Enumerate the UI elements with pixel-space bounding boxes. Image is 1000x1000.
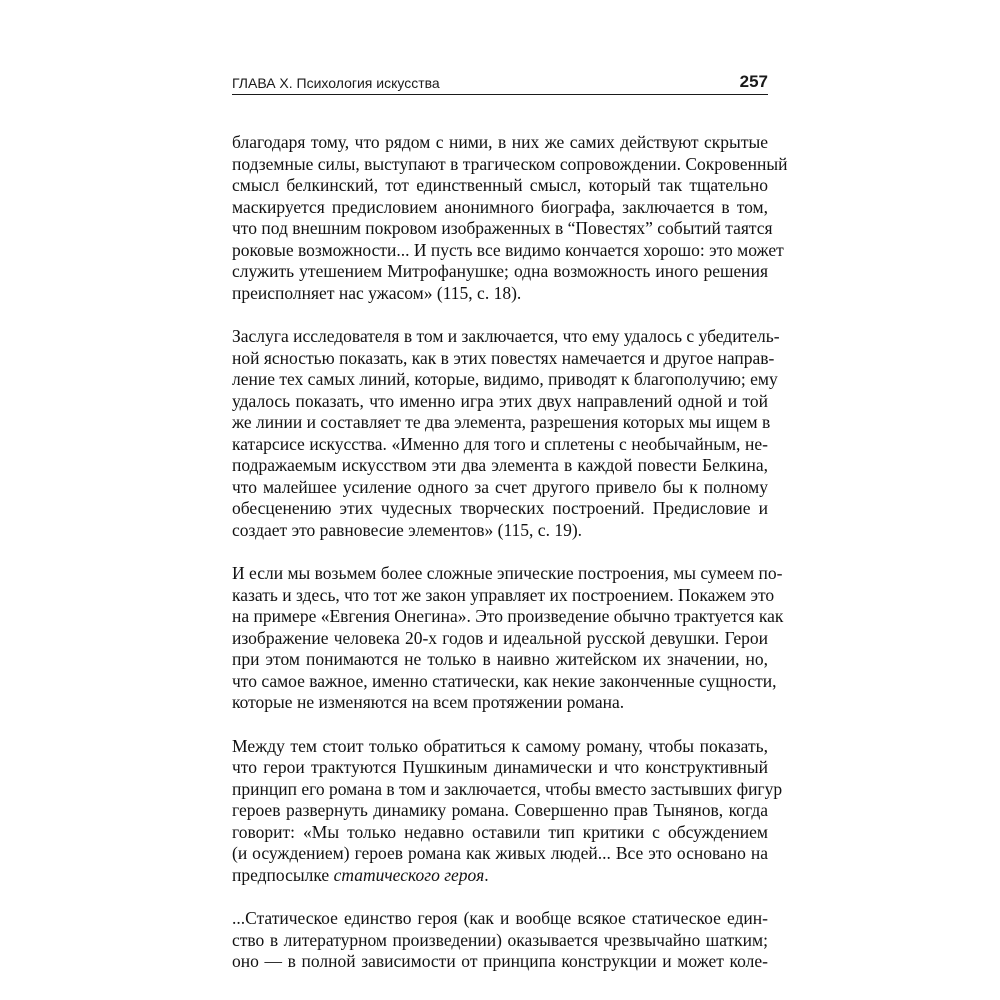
text-line: подражаемым искусством эти два элемента в каждой повести Белкина, <box>232 455 768 475</box>
paragraph-3 <box>232 563 784 714</box>
text-line: что под внешним покровом изображенных в “Повестях” событий таятся <box>232 218 773 238</box>
text-line: преисполняет нас ужасом» (115, с. 18). <box>232 282 522 303</box>
paragraph-1 <box>232 132 788 304</box>
paragraph-4 <box>232 735 783 887</box>
text-fragment: предпосылке <box>232 864 334 885</box>
text-line: создает это равновесие элементов» (115, с. 19). <box>232 519 583 540</box>
text-line: казать и здесь, что тот же закон управляет их построением. Покажем это <box>232 584 775 605</box>
text-line: удалось показать, что именно игра этих двух направлений одной и той <box>232 390 768 411</box>
text-line: оно — в полной зависимости от принципа конструкции и может коле- <box>232 951 768 971</box>
text-line: ление тех самых линий, которые, видимо, приводят к благополучию; ему <box>232 369 778 389</box>
page-number: 257 <box>739 72 768 91</box>
text-line: же линии и составляет те два элемента, разрешения которых мы ищем в <box>232 412 771 432</box>
text-line: И если мы возьмем более сложные эпические построения, мы сумеем по- <box>232 563 783 583</box>
text-line: благодаря тому, что рядом с ними, в них же самих действуют скрытые <box>232 132 768 152</box>
text-line: что самое важное, именно статически, как некие законченные сущности, <box>232 670 777 691</box>
text-line: подземные силы, выступают в трагическом сопровождении. Сокровенный <box>232 153 788 174</box>
text-line: на примере «Евгения Онегина». Это произведение обычно трактуется как <box>232 606 784 626</box>
italic-phrase: статического героя <box>333 864 485 885</box>
text-line: которые не изменяются на всем протяжении романа. <box>232 692 625 712</box>
chapter-title: ГЛАВА X. Психология искусства <box>232 75 440 91</box>
text-line: ство в литературном произведении) оказывается чрезвычайно шатким; <box>232 929 768 950</box>
text-line <box>232 865 768 887</box>
text-line: изображение человека 20-х годов и идеальной русской девушки. Герои <box>232 627 768 648</box>
paragraph-2 <box>232 326 780 541</box>
text-line: что малейшее усиление одного за счет другого привело бы к полному <box>232 476 768 497</box>
text-line: служить утешением Митрофанушке; одна возможность иного решения <box>232 261 768 281</box>
text-line: роковые возможности... И пусть все видимо кончается хорошо: это может <box>232 239 784 260</box>
text-line: что герои трактуются Пушкиным динамически и что конструктивный <box>232 757 768 777</box>
running-header <box>232 72 768 95</box>
text-line: героев развернуть динамику романа. Совершенно прав Тынянов, когда <box>232 800 768 820</box>
text-line: (и осуждением) героев романа как живых людей... Все это основано на <box>232 843 768 863</box>
text-line: катарсисе искусства. «Именно для того и сплетены с необычайным, не- <box>232 433 768 454</box>
text-line: ной ясностью показать, как в этих повестях намечается и другое направ- <box>232 347 775 368</box>
body-text <box>232 132 788 995</box>
text-fragment: . <box>484 864 489 885</box>
text-line: маскируется предисловием анонимного биографа, заключается в том, <box>232 196 768 217</box>
paragraph-5 <box>232 908 768 973</box>
text-line: говорит: «Мы только недавно оставили тип критики с обсуждением <box>232 821 768 842</box>
text-line: принцип его романа в том и заключается, чтобы вместо застывших фигур <box>232 778 783 799</box>
text-line: ...Статическое единство героя (как и вообще всякое статическое един- <box>232 908 768 928</box>
text-line: обесценению этих чудесных творческих построений. Предисловие и <box>232 498 768 518</box>
text-line: при этом понимаются не только в наивно житейском их значении, но, <box>232 649 768 669</box>
text-line: смысл белкинский, тот единственный смысл, который так тщательно <box>232 175 768 195</box>
text-line: Между тем стоит только обратиться к самому роману, чтобы показать, <box>232 735 768 756</box>
text-line: Заслуга исследователя в том и заключается, что ему удалось с убедитель- <box>232 326 780 346</box>
